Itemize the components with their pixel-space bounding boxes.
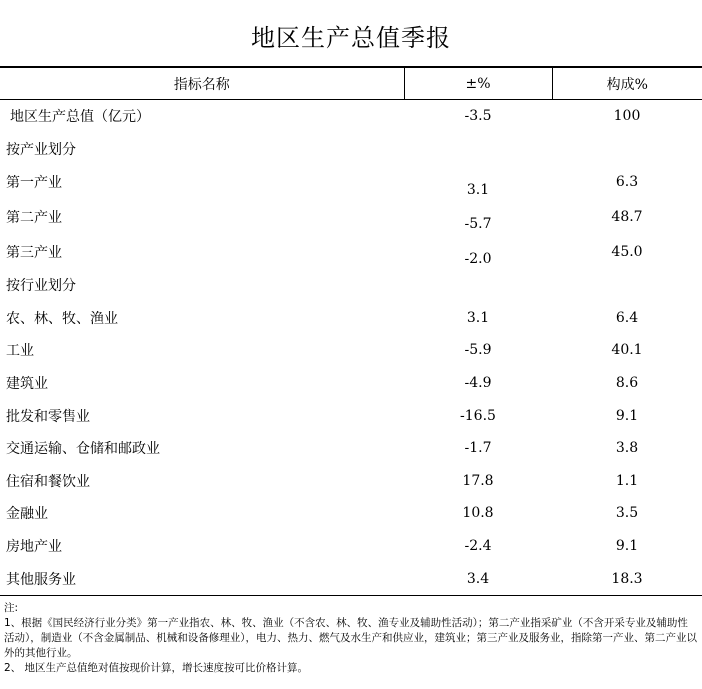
header-indicator-name: 指标名称 — [0, 67, 404, 100]
table-row — [0, 562, 702, 595]
table-row — [0, 100, 702, 133]
row-name: 第三产业 — [6, 244, 62, 261]
table-row — [0, 432, 702, 465]
row-share — [552, 133, 702, 166]
row-name: 第一产业 — [6, 175, 62, 192]
row-share: 3.8 — [615, 440, 639, 457]
row-name: 建筑业 — [6, 376, 48, 393]
row-change: -1.7 — [464, 440, 492, 457]
row-share — [552, 269, 702, 302]
row-name: 地区生产总值（亿元） — [10, 109, 150, 126]
row-name: 住宿和餐饮业 — [6, 473, 90, 490]
table-row — [0, 302, 702, 335]
row-change — [404, 269, 552, 302]
table-row — [0, 165, 702, 200]
row-change: 10.8 — [462, 505, 494, 522]
row-change: 17.8 — [462, 472, 494, 489]
header-share-percent: 构成% — [552, 67, 702, 100]
row-name: 交通运输、仓储和邮政业 — [6, 441, 160, 458]
row-name: 工业 — [6, 343, 34, 360]
row-change: -5.7 — [464, 216, 492, 233]
table-row — [0, 234, 702, 269]
row-share: 100 — [613, 108, 641, 125]
row-share: 6.4 — [615, 309, 639, 326]
row-share: 1.1 — [615, 472, 639, 489]
row-change: -2.4 — [464, 538, 492, 555]
row-share: 8.6 — [615, 375, 639, 392]
table-row — [0, 399, 702, 432]
table-row — [0, 497, 702, 530]
row-share: 6.3 — [615, 174, 639, 191]
row-share: 48.7 — [611, 209, 643, 226]
row-change — [404, 133, 552, 166]
row-name: 金融业 — [6, 506, 48, 523]
row-name: 农、林、牧、渔业 — [6, 310, 118, 327]
footnotes — [4, 601, 698, 676]
row-change: 3.4 — [404, 562, 552, 595]
report-title: 地区生产总值季报 — [251, 24, 451, 52]
row-share: 18.3 — [552, 562, 702, 595]
row-name: 按产业划分 — [6, 141, 76, 158]
table-header-row — [0, 67, 702, 100]
row-share: 45.0 — [611, 243, 643, 260]
table-row — [0, 133, 702, 166]
row-change: -5.9 — [464, 342, 492, 359]
header-change-percent: ±% — [404, 67, 552, 100]
row-share: 9.1 — [615, 538, 639, 555]
row-change: 3.1 — [466, 309, 490, 326]
table-row — [0, 269, 702, 302]
gdp-table — [0, 66, 702, 596]
note-1: 1、根据《国民经济行业分类》第一产业指农、林、牧、渔业（不含农、林、牧、渔专业及辅助性活动）；第二产业指采矿业（不含开采专业及辅助性活动），制造业（不含金属制品、机械和设备修理业），电力、热力、燃气及水生产和供应业，建筑业；第三产业及服务业，指除第一产业、第二产业以外的其他行业。 — [4, 617, 697, 659]
row-change: -16.5 — [460, 407, 496, 424]
row-change: -4.9 — [464, 375, 492, 392]
row-name: 第二产业 — [6, 210, 62, 227]
notes-heading: 注: — [4, 602, 19, 614]
row-name: 批发和零售业 — [6, 408, 90, 425]
row-change: 3.1 — [466, 181, 490, 198]
note-2: 2、 地区生产总值绝对值按现价计算，增长速度按可比价格计算。 — [4, 662, 309, 674]
table-row — [0, 530, 702, 563]
table-row — [0, 334, 702, 367]
row-share: 9.1 — [615, 407, 639, 424]
table-row — [0, 200, 702, 235]
row-share: 40.1 — [611, 342, 643, 359]
row-name: 房地产业 — [6, 539, 62, 556]
row-change: -2.0 — [464, 250, 492, 267]
row-name: 其他服务业 — [0, 562, 404, 595]
table-row — [0, 367, 702, 400]
table-row — [0, 465, 702, 498]
row-share: 3.5 — [615, 505, 639, 522]
row-change: -3.5 — [464, 108, 492, 125]
row-name: 按行业划分 — [6, 278, 76, 295]
